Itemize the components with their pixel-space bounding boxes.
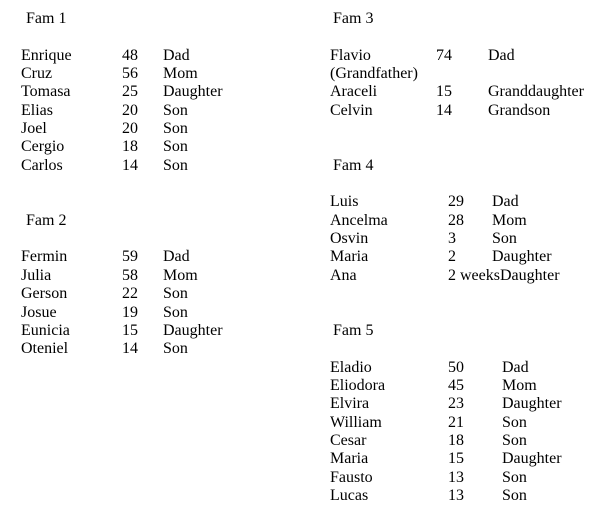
member-name-text: Carlos (21, 156, 63, 174)
member-role: Dad (163, 248, 190, 266)
member-role: Dad (163, 46, 190, 64)
member-age: 15 (436, 83, 452, 101)
member-name (21, 102, 122, 120)
member-name-note: (Grandfather) (330, 65, 418, 83)
family-title: Fam 3 (333, 10, 374, 27)
document-column-right (330, 10, 605, 505)
member-row (330, 267, 605, 285)
member-name (21, 267, 122, 285)
member-name (21, 157, 122, 175)
member-age: 18 (448, 431, 464, 449)
member-role: Daughter (163, 83, 223, 101)
member-name-text: Maria (330, 248, 369, 266)
family-member-list (21, 248, 316, 358)
member-name (330, 230, 448, 248)
member-row (21, 157, 316, 175)
member-row (21, 83, 316, 101)
member-role: Son (502, 413, 527, 431)
member-name-text: Ana (330, 266, 357, 284)
member-name-text: Fausto (330, 468, 373, 486)
document-column-left (21, 10, 316, 359)
member-name (21, 65, 122, 83)
member-role: Son (163, 303, 188, 321)
member-row (21, 120, 316, 138)
member-role: Mom (502, 376, 537, 394)
member-role: Daughter (492, 248, 552, 266)
member-role: Mom (163, 65, 198, 83)
member-role: Mom (492, 211, 527, 229)
member-age: 29 (448, 193, 464, 211)
member-name (21, 340, 122, 358)
member-age: 3 (448, 230, 456, 248)
member-row (21, 47, 316, 65)
member-name (330, 359, 448, 377)
member-age: 15 (122, 321, 138, 339)
member-name-text: Eladio (330, 358, 372, 376)
member-row (21, 248, 316, 266)
member-name-text: Julia (21, 266, 52, 284)
member-role: Son (163, 101, 188, 119)
member-name (330, 450, 448, 468)
member-name-text: Cesar (330, 431, 367, 449)
member-row (330, 83, 605, 101)
member-age: 20 (122, 120, 138, 138)
member-age: 13 (448, 468, 464, 486)
member-age: 22 (122, 285, 138, 303)
member-name-text: Luis (330, 193, 359, 211)
member-role: Daughter (499, 266, 560, 284)
member-age: 48 (122, 46, 138, 64)
family-title: Fam 1 (26, 10, 67, 27)
member-row (330, 395, 605, 413)
member-role: Son (163, 120, 188, 138)
member-name (21, 83, 122, 101)
member-role: Daughter (163, 321, 223, 339)
member-name (330, 83, 436, 101)
member-name (330, 432, 448, 450)
member-age: 28 (448, 211, 464, 229)
member-age: 14 (122, 340, 138, 358)
member-role: Son (163, 138, 188, 156)
member-role: Son (502, 431, 527, 449)
member-age: 14 (122, 156, 138, 174)
member-name (330, 377, 448, 395)
member-name (21, 138, 122, 156)
member-role: Granddaughter (488, 83, 584, 101)
member-name-text: Cergio (21, 138, 65, 156)
member-name-text: Joel (21, 120, 47, 138)
member-row (330, 102, 605, 120)
member-name (21, 120, 122, 138)
member-age: 74 (436, 46, 452, 64)
family-section (21, 10, 316, 175)
member-age: 21 (448, 413, 464, 431)
member-row (21, 65, 316, 83)
family-section (21, 212, 316, 359)
family-title: Fam 5 (333, 321, 374, 339)
family-title: Fam 2 (26, 211, 67, 229)
member-role: Son (502, 468, 527, 486)
member-name-text: Araceli (330, 83, 378, 101)
member-name-text: Celvin (330, 101, 373, 119)
member-row (21, 138, 316, 156)
member-name-text: Flavio (330, 46, 371, 64)
member-row (330, 450, 605, 468)
member-age: 59 (122, 248, 138, 266)
member-name-text: Oteniel (21, 340, 69, 358)
member-row (21, 340, 316, 358)
family-title: Fam 4 (333, 156, 374, 174)
member-name-text: Maria (330, 450, 369, 468)
member-row (330, 487, 605, 505)
member-row (330, 193, 605, 211)
member-name (21, 285, 122, 303)
member-age: 19 (122, 303, 138, 321)
member-age: 56 (122, 65, 138, 83)
member-name (330, 395, 448, 413)
family-section (330, 10, 605, 120)
member-name (21, 47, 122, 65)
member-row (21, 285, 316, 303)
member-row (21, 322, 316, 340)
member-name (330, 212, 448, 230)
member-name-text: Fermin (21, 248, 68, 266)
member-age: 23 (448, 395, 464, 413)
member-role: Son (163, 285, 188, 303)
member-name-text: Ancelma (330, 211, 388, 229)
member-name (21, 322, 122, 340)
member-name (330, 487, 448, 505)
member-role: Mom (163, 266, 198, 284)
member-name (21, 304, 122, 322)
family-member-list (330, 193, 605, 285)
member-role: Daughter (502, 395, 562, 413)
member-name-text: Gerson (21, 285, 68, 303)
member-age: 20 (122, 101, 138, 119)
member-name-text: Osvin (330, 230, 369, 248)
member-row (330, 212, 605, 230)
member-age: 2 (448, 248, 456, 266)
member-name-text: Cruz (21, 65, 53, 83)
member-name-text: Josue (21, 303, 57, 321)
member-role: Dad (492, 193, 519, 211)
member-role: Son (492, 230, 517, 248)
member-name-text: Enrique (21, 46, 72, 64)
member-name (330, 414, 448, 432)
member-name-text: Tomasa (21, 83, 71, 101)
member-row (21, 267, 316, 285)
member-row (330, 248, 605, 266)
member-age: 18 (122, 138, 138, 156)
member-row (330, 47, 605, 84)
member-age: 15 (448, 450, 464, 468)
member-role: Son (163, 156, 188, 174)
member-role: Grandson (488, 101, 551, 119)
member-age: 2 weeks (448, 266, 500, 284)
member-name (330, 47, 436, 84)
member-name (330, 193, 448, 211)
member-row (330, 359, 605, 377)
member-name-text: Eliodora (330, 376, 386, 394)
family-member-list (330, 359, 605, 506)
member-role: Daughter (502, 450, 562, 468)
member-name-text: Elias (21, 101, 53, 119)
family-section (330, 157, 605, 285)
member-name-text: Elvira (330, 395, 370, 413)
member-name (330, 267, 448, 285)
member-age: 25 (122, 83, 138, 101)
member-row (330, 432, 605, 450)
family-member-list (330, 47, 605, 120)
member-name-text: Lucas (330, 486, 369, 504)
member-name (330, 469, 448, 487)
member-row (330, 469, 605, 487)
member-role: Dad (502, 358, 529, 376)
member-role: Dad (488, 46, 515, 64)
member-role: Son (502, 486, 527, 504)
family-section (330, 322, 605, 505)
member-age: 45 (448, 376, 464, 394)
member-age: 50 (448, 358, 464, 376)
member-row (330, 377, 605, 395)
member-age: 58 (122, 266, 138, 284)
member-name-text: William (330, 413, 382, 431)
member-name-text: Eunicia (21, 321, 70, 339)
member-row (21, 304, 316, 322)
member-name (21, 248, 122, 266)
member-row (330, 230, 605, 248)
member-role: Son (163, 340, 188, 358)
member-row (330, 414, 605, 432)
member-name (330, 102, 436, 120)
member-age: 13 (448, 486, 464, 504)
member-name (330, 248, 448, 266)
family-member-list (21, 47, 316, 175)
member-age: 14 (436, 101, 452, 119)
member-row (21, 102, 316, 120)
